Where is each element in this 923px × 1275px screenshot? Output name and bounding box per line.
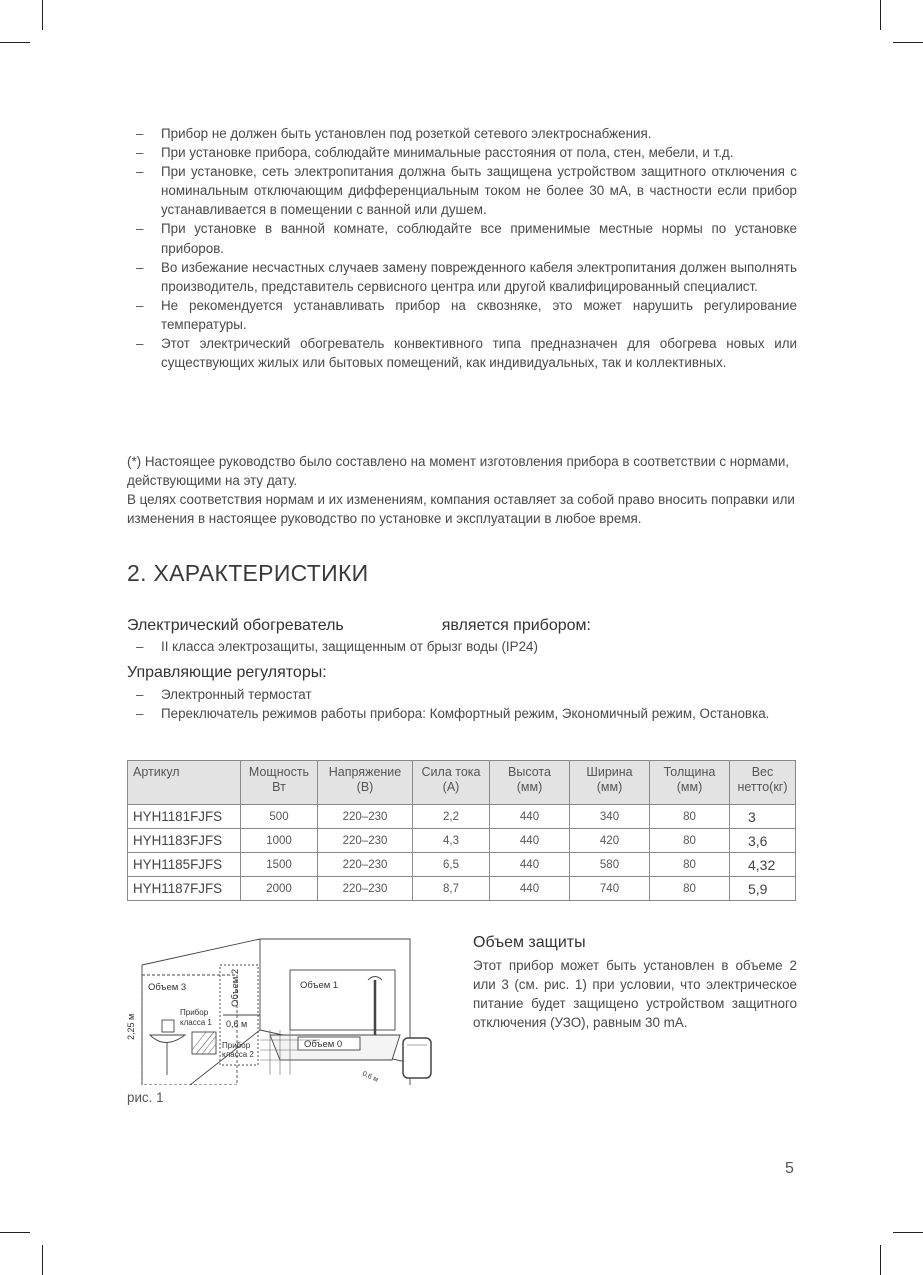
table-cell: 1000 bbox=[241, 829, 318, 853]
controls-heading: Управляющие регуляторы: bbox=[127, 664, 327, 681]
crop-mark bbox=[893, 1232, 923, 1233]
page-number: 5 bbox=[785, 1160, 794, 1177]
label-volume0: Объем 0 bbox=[304, 1039, 343, 1050]
table-cell: 3,6 bbox=[730, 829, 796, 853]
section-title: 2. ХАРАКТЕРИСТИКИ bbox=[127, 560, 369, 586]
column-header: Напряжение (В) bbox=[318, 761, 413, 805]
column-header: Сила тока (А) bbox=[413, 761, 490, 805]
volume1-zone bbox=[290, 970, 395, 1030]
label-volume2: Объем 2 bbox=[230, 968, 241, 1007]
crop-mark bbox=[880, 1245, 881, 1275]
table-cell: 440 bbox=[490, 877, 570, 901]
crop-mark bbox=[42, 1245, 43, 1275]
table-cell: 220–230 bbox=[318, 853, 413, 877]
crop-mark bbox=[893, 42, 923, 43]
protection-text: Этот прибор может быть установлен в объеме 2 или 3 (см. рис. 1) при условии, что электрическое питание будет защищено устройством защитного отключения (УЗО), равным 30 mA. bbox=[473, 958, 797, 1031]
table-cell: 80 bbox=[650, 877, 730, 901]
heater-heading-a: Электрический обогреватель bbox=[127, 617, 344, 634]
table-cell: 2,2 bbox=[413, 805, 490, 829]
label-class2-a: Прибор bbox=[222, 1041, 251, 1050]
table-cell: 80 bbox=[650, 829, 730, 853]
table-cell: 440 bbox=[490, 853, 570, 877]
sink bbox=[150, 1035, 185, 1043]
label-floor-distance: 0,6 м bbox=[361, 1070, 380, 1084]
controls-list bbox=[127, 685, 797, 723]
table-cell: 5,9 bbox=[730, 877, 796, 901]
table-cell: 220–230 bbox=[318, 805, 413, 829]
table-cell: 740 bbox=[570, 877, 650, 901]
list-item: – Не рекомендуется устанавливать прибор на сквозняке, это может нарушить регулирование температуры. bbox=[127, 296, 797, 334]
table-cell: 340 bbox=[570, 805, 650, 829]
label-volume3: Объем 3 bbox=[148, 982, 187, 993]
table-cell: 220–230 bbox=[318, 829, 413, 853]
table-cell: HYH1183FJFS bbox=[128, 829, 241, 853]
heater-device bbox=[403, 1038, 431, 1078]
list-item: – Во избежание несчастных случаев замену поврежденного кабеля электропитания должен выполнять производитель, представитель сервисного центра или другой квалифицированный специалист. bbox=[127, 258, 797, 296]
list-item: – Прибор не должен быть установлен под розеткой сетевого электроснабжения. bbox=[127, 124, 797, 143]
list-item: – Переключатель режимов работы прибора: Комфортный режим, Экономичный режим, Остановка. bbox=[127, 704, 797, 723]
column-header: Толщина (мм) bbox=[650, 761, 730, 805]
table-row bbox=[128, 877, 796, 901]
list-item: – Электронный термостат bbox=[127, 685, 797, 704]
column-header: Высота (мм) bbox=[490, 761, 570, 805]
table-header-row bbox=[128, 761, 796, 805]
table-cell: 440 bbox=[490, 829, 570, 853]
shower-head bbox=[368, 977, 382, 981]
note-paragraph: В целях соответствия нормам и их изменениям, компания оставляет за собой право вносить поправки или изменения в настоящее руководство по установке и эксплуатации в любое время. bbox=[127, 492, 795, 527]
label-height: 2,25 м bbox=[126, 1013, 136, 1040]
column-header: Ширина (мм) bbox=[570, 761, 650, 805]
manual-note bbox=[127, 452, 807, 528]
table-cell: 8,7 bbox=[413, 877, 490, 901]
table-cell: 420 bbox=[570, 829, 650, 853]
list-item: – При установке прибора, соблюдайте минимальные расстояния от пола, стен, мебели, и т.д. bbox=[127, 143, 797, 162]
table-row bbox=[128, 853, 796, 877]
class1-device bbox=[192, 1032, 216, 1054]
table-row bbox=[128, 805, 796, 829]
label-distance: 0,6 м bbox=[226, 1019, 248, 1029]
table-cell: 80 bbox=[650, 805, 730, 829]
list-item: – II класса электрозащиты, защищенным от брызг воды (IP24) bbox=[127, 637, 797, 656]
protection-title: Объем защиты bbox=[473, 934, 586, 951]
table-cell: 500 bbox=[241, 805, 318, 829]
crop-mark bbox=[0, 1232, 30, 1233]
crop-mark bbox=[0, 42, 30, 43]
column-header: Вес нетто(кг) bbox=[730, 761, 796, 805]
note-paragraph: (*) Настоящее руководство было составлено на момент изготовления прибора в соответствии с нормами, действующими на эту дату. bbox=[127, 454, 790, 489]
column-header: Артикул bbox=[128, 761, 241, 805]
heater-list bbox=[127, 637, 797, 656]
crop-mark bbox=[880, 0, 881, 30]
label-volume1: Объем 1 bbox=[300, 980, 339, 991]
table-cell: 440 bbox=[490, 805, 570, 829]
table-cell: 6,5 bbox=[413, 853, 490, 877]
table-cell: HYH1185FJFS bbox=[128, 853, 241, 877]
list-item: – При установке, сеть электропитания должна быть защищена устройством защитного отключения с номинальным отключающим дифференциальным током не более 30 мА, в частности если прибор устанавливается в помещении с ванной или душем. bbox=[127, 162, 797, 219]
label-class2-b: класса 2 bbox=[222, 1050, 254, 1059]
column-header: Мощность Вт bbox=[241, 761, 318, 805]
label-class1-a: Прибор bbox=[180, 1008, 209, 1017]
table-cell: 1500 bbox=[241, 853, 318, 877]
table-cell: 220–230 bbox=[318, 877, 413, 901]
heater-heading bbox=[127, 617, 591, 635]
heater-heading-b: является прибором: bbox=[441, 617, 591, 634]
table-cell: 2000 bbox=[241, 877, 318, 901]
table-cell: HYH1187FJFS bbox=[128, 877, 241, 901]
table-cell: 4,3 bbox=[413, 829, 490, 853]
figure-caption: рис. 1 bbox=[127, 1090, 164, 1105]
crop-mark bbox=[42, 0, 43, 30]
list-item: – Этот электрический обогреватель конвективного типа предназначен для обогрева новых или существующих жилых или бытовых помещений, как индивидуальных, так и коллективных. bbox=[127, 334, 797, 372]
label-class1-b: класса 1 bbox=[180, 1018, 212, 1027]
table-cell: 3 bbox=[730, 805, 796, 829]
table-row bbox=[128, 829, 796, 853]
table-cell: 80 bbox=[650, 853, 730, 877]
spec-table bbox=[127, 760, 796, 901]
table-cell: HYH1181FJFS bbox=[128, 805, 241, 829]
safety-list bbox=[127, 124, 797, 372]
bathroom-zones-figure bbox=[120, 935, 440, 1085]
table-cell: 4,32 bbox=[730, 853, 796, 877]
list-item: – При установке в ванной комнате, соблюдайте все применимые местные нормы по установке приборов. bbox=[127, 219, 797, 257]
mirror bbox=[162, 1020, 174, 1032]
table-cell: 580 bbox=[570, 853, 650, 877]
